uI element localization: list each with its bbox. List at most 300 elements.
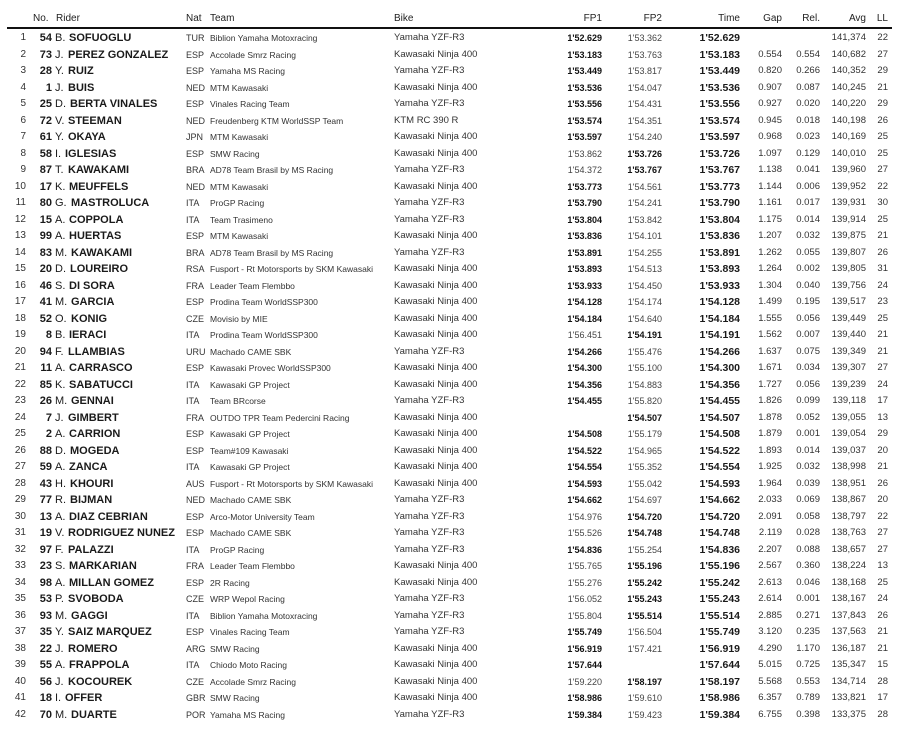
best-time-cell: 1'54.508 bbox=[699, 428, 740, 440]
table-row bbox=[0, 590, 897, 607]
best-time-cell: 1'53.597 bbox=[699, 131, 740, 143]
relative-gap-cell: 0.725 bbox=[796, 659, 820, 670]
rider-name-cell: SOFUOGLU bbox=[69, 32, 132, 44]
rider-name-cell: MASTROLUCA bbox=[71, 197, 150, 209]
rider-initial-cell: J. bbox=[55, 642, 64, 655]
team-cell: Chiodo Moto Racing bbox=[210, 660, 288, 670]
rider-name-cell: COPPOLA bbox=[69, 213, 124, 226]
table-row bbox=[0, 656, 897, 673]
best-time-cell: 1'53.767 bbox=[699, 164, 740, 176]
team-cell: Kawasaki GP Project bbox=[210, 379, 290, 390]
rider-number-cell: 23 bbox=[39, 560, 52, 572]
rider-number-cell: 26 bbox=[39, 395, 52, 407]
rider-number-cell: 35 bbox=[39, 626, 52, 638]
position-cell: 25 bbox=[14, 428, 26, 439]
fp1-time-cell: 1'53.773 bbox=[567, 181, 602, 192]
avg-speed-cell: 141,374 bbox=[831, 32, 866, 43]
team-cell: Prodina Team WorldSSP300 bbox=[210, 330, 318, 340]
table-row bbox=[0, 227, 897, 244]
rider-name-cell: DI SORA bbox=[69, 279, 115, 292]
table-row bbox=[0, 326, 897, 343]
rider-name-cell: GENNAI bbox=[71, 395, 114, 407]
bike-cell: Kawasaki Ninja 400 bbox=[394, 131, 478, 142]
bike-cell: Kawasaki Ninja 400 bbox=[394, 81, 478, 93]
relative-gap-cell: 0.055 bbox=[796, 246, 820, 258]
rider-number-cell: 99 bbox=[39, 230, 52, 242]
bike-cell: Yamaha YZF-R3 bbox=[394, 527, 465, 538]
fp1-time-cell: 1'54.455 bbox=[567, 396, 602, 406]
fp2-time-cell: 1'55.242 bbox=[627, 577, 662, 588]
bike-cell: Yamaha YZF-R3 bbox=[394, 609, 465, 621]
fp1-time-cell: 1'56.052 bbox=[567, 594, 602, 604]
team-cell: 2R Racing bbox=[210, 577, 250, 588]
bike-cell: Yamaha YZF-R3 bbox=[394, 197, 465, 208]
laps-cell: 28 bbox=[877, 675, 888, 687]
nationality-cell: NED bbox=[186, 115, 206, 126]
fp2-time-cell: 1'54.965 bbox=[627, 445, 662, 456]
rider-initial-cell: T. bbox=[55, 164, 64, 176]
relative-gap-cell: 0.088 bbox=[796, 543, 820, 555]
position-cell: 3 bbox=[20, 65, 26, 76]
gap-cell: 1.175 bbox=[758, 213, 782, 225]
fp1-time-cell: 1'55.749 bbox=[567, 627, 602, 637]
rider-name-cell: BUIS bbox=[68, 81, 95, 94]
relative-gap-cell: 0.056 bbox=[796, 378, 820, 390]
team-cell: Accolade Smrz Racing bbox=[210, 676, 296, 687]
header-time: Time bbox=[718, 13, 740, 24]
position-cell: 34 bbox=[14, 576, 26, 588]
nationality-cell: CZE bbox=[186, 594, 204, 604]
rider-number-cell: 43 bbox=[39, 477, 52, 490]
nationality-cell: FRA bbox=[186, 412, 204, 423]
best-time-cell: 1'53.804 bbox=[699, 213, 740, 226]
team-cell: Machado CAME SBK bbox=[210, 495, 292, 505]
table-row bbox=[0, 95, 897, 112]
fp1-time-cell: 1'59.220 bbox=[567, 676, 602, 687]
laps-cell: 15 bbox=[877, 659, 888, 670]
table-row bbox=[0, 458, 897, 475]
laps-cell: 25 bbox=[877, 213, 888, 225]
team-cell: Fusport - Rt Motorsports by SKM Kawasaki bbox=[210, 264, 373, 274]
position-cell: 17 bbox=[14, 296, 26, 307]
nationality-cell: BRA bbox=[186, 165, 205, 175]
best-time-cell: 1'55.243 bbox=[699, 593, 740, 605]
bike-cell: Yamaha YZF-R3 bbox=[394, 246, 465, 258]
rider-number-cell: 25 bbox=[39, 98, 52, 110]
table-row bbox=[0, 425, 897, 442]
avg-speed-cell: 139,307 bbox=[831, 362, 866, 373]
table-row bbox=[0, 277, 897, 294]
avg-speed-cell: 139,952 bbox=[831, 180, 866, 192]
rider-number-cell: 83 bbox=[39, 246, 52, 259]
header-rel: Rel. bbox=[802, 13, 820, 24]
rider-name-cell: KONIG bbox=[71, 312, 108, 325]
rider-number-cell: 59 bbox=[39, 461, 52, 473]
fp2-time-cell: 1'53.767 bbox=[627, 165, 662, 175]
nationality-cell: NED bbox=[186, 495, 206, 505]
team-cell: Vinales Racing Team bbox=[210, 627, 290, 637]
bike-cell: Kawasaki Ninja 400 bbox=[394, 263, 478, 274]
nationality-cell: ESP bbox=[186, 66, 205, 76]
rider-name-cell: GARCIA bbox=[71, 296, 115, 308]
position-cell: 31 bbox=[14, 527, 26, 538]
laps-cell: 26 bbox=[877, 114, 888, 126]
bike-cell: Kawasaki Ninja 400 bbox=[394, 362, 478, 373]
relative-gap-cell: 0.554 bbox=[796, 48, 820, 60]
table-row bbox=[0, 623, 897, 640]
fp2-time-cell: 1'53.842 bbox=[627, 214, 662, 225]
team-cell: Vinales Racing Team bbox=[210, 99, 290, 109]
rider-initial-cell: F. bbox=[55, 543, 64, 556]
best-time-cell: 1'53.536 bbox=[699, 81, 740, 94]
avg-speed-cell: 139,118 bbox=[832, 395, 866, 406]
gap-cell: 1.262 bbox=[758, 246, 782, 258]
nationality-cell: ITA bbox=[186, 660, 200, 670]
gap-cell: 2.613 bbox=[758, 576, 782, 588]
team-cell: SMW Racing bbox=[210, 148, 260, 159]
position-cell: 42 bbox=[14, 708, 26, 720]
best-time-cell: 1'54.300 bbox=[699, 362, 740, 374]
bike-cell: Kawasaki Ninja 400 bbox=[394, 461, 478, 472]
rider-number-cell: 20 bbox=[39, 263, 52, 275]
nationality-cell: ESP bbox=[186, 627, 205, 637]
laps-cell: 21 bbox=[877, 461, 888, 472]
team-cell: Machado CAME SBK bbox=[210, 528, 292, 538]
rider-name-cell: LOUREIRO bbox=[70, 263, 129, 275]
position-cell: 15 bbox=[14, 263, 26, 274]
rider-number-cell: 55 bbox=[39, 659, 52, 671]
rider-initial-cell: M. bbox=[55, 708, 68, 721]
header-bike: Bike bbox=[394, 13, 414, 24]
best-time-cell: 1'53.574 bbox=[699, 114, 740, 127]
gap-cell: 1.138 bbox=[758, 164, 782, 175]
nationality-cell: ITA bbox=[186, 610, 200, 621]
avg-speed-cell: 139,807 bbox=[831, 246, 866, 258]
relative-gap-cell: 0.040 bbox=[796, 279, 820, 291]
nationality-cell: RSA bbox=[186, 264, 205, 274]
rider-number-cell: 46 bbox=[39, 279, 52, 292]
position-cell: 24 bbox=[14, 411, 26, 423]
nationality-cell: FRA bbox=[186, 561, 204, 571]
fp2-time-cell: 1'57.421 bbox=[627, 643, 662, 654]
rider-initial-cell: A. bbox=[55, 428, 66, 440]
laps-cell: 25 bbox=[877, 312, 888, 324]
rider-name-cell: FRAPPOLA bbox=[69, 659, 130, 671]
best-time-cell: 1'54.266 bbox=[699, 345, 740, 358]
rider-number-cell: 88 bbox=[39, 444, 52, 457]
nationality-cell: FRA bbox=[186, 280, 204, 291]
rider-number-cell: 28 bbox=[39, 65, 52, 77]
fp2-time-cell: 1'54.513 bbox=[627, 264, 662, 274]
fp1-time-cell: 1'53.891 bbox=[567, 247, 602, 258]
team-cell: Leader Team Flembbo bbox=[210, 561, 295, 571]
gap-cell: 1.264 bbox=[758, 263, 782, 274]
bike-cell: Kawasaki Ninja 400 bbox=[394, 659, 478, 670]
fp1-time-cell: 1'54.372 bbox=[567, 165, 602, 175]
position-cell: 12 bbox=[14, 213, 26, 225]
laps-cell: 13 bbox=[877, 560, 888, 571]
relative-gap-cell: 0.023 bbox=[796, 131, 820, 142]
gap-cell: 1.925 bbox=[758, 461, 782, 472]
laps-cell: 28 bbox=[877, 708, 888, 720]
rider-name-cell: KOCOUREK bbox=[68, 675, 133, 688]
team-cell: Team#109 Kawasaki bbox=[210, 445, 289, 456]
rider-number-cell: 13 bbox=[39, 510, 52, 523]
best-time-cell: 1'53.891 bbox=[699, 246, 740, 259]
relative-gap-cell: 0.014 bbox=[796, 213, 820, 225]
team-cell: Team Trasimeno bbox=[210, 214, 273, 225]
fp2-time-cell: 1'55.179 bbox=[627, 429, 662, 439]
fp2-time-cell: 1'54.101 bbox=[627, 231, 662, 241]
bike-cell: Kawasaki Ninja 400 bbox=[394, 180, 478, 192]
position-cell: 33 bbox=[14, 560, 26, 571]
laps-cell: 25 bbox=[877, 576, 888, 588]
laps-cell: 27 bbox=[877, 527, 888, 538]
header-no: No. bbox=[33, 13, 49, 24]
rider-initial-cell: A. bbox=[55, 230, 66, 242]
best-time-cell: 1'55.196 bbox=[699, 560, 740, 572]
position-cell: 19 bbox=[14, 329, 26, 340]
gap-cell: 2.091 bbox=[758, 510, 782, 522]
results-table-body bbox=[0, 29, 897, 722]
rider-initial-cell: S. bbox=[55, 279, 66, 292]
bike-cell: Kawasaki Ninja 400 bbox=[394, 279, 478, 291]
table-row bbox=[0, 260, 897, 277]
best-time-cell: 1'52.629 bbox=[699, 32, 740, 44]
rider-initial-cell: O. bbox=[55, 312, 67, 325]
table-row bbox=[0, 392, 897, 409]
rider-number-cell: 41 bbox=[39, 296, 52, 308]
nationality-cell: ITA bbox=[186, 462, 200, 472]
avg-speed-cell: 138,168 bbox=[831, 576, 866, 588]
position-cell: 2 bbox=[20, 48, 26, 60]
table-row bbox=[0, 359, 897, 376]
laps-cell: 27 bbox=[877, 164, 888, 175]
avg-speed-cell: 139,517 bbox=[831, 296, 866, 307]
rider-number-cell: 1 bbox=[45, 81, 52, 94]
nationality-cell: CZE bbox=[186, 313, 204, 324]
bike-cell: Yamaha YZF-R3 bbox=[394, 543, 465, 555]
best-time-cell: 1'54.522 bbox=[699, 444, 740, 457]
best-time-cell: 1'59.384 bbox=[699, 708, 740, 721]
avg-speed-cell: 140,220 bbox=[831, 98, 866, 109]
position-cell: 1 bbox=[20, 32, 26, 43]
position-cell: 21 bbox=[14, 362, 26, 373]
nationality-cell: ESP bbox=[186, 231, 205, 241]
position-cell: 22 bbox=[14, 378, 26, 390]
rider-number-cell: 94 bbox=[39, 345, 52, 358]
laps-cell: 29 bbox=[877, 428, 888, 439]
rider-name-cell: OFFER bbox=[65, 692, 103, 704]
fp1-time-cell: 1'53.790 bbox=[567, 198, 602, 208]
relative-gap-cell: 0.006 bbox=[796, 180, 820, 192]
team-cell: Biblion Yamaha Motoxracing bbox=[210, 33, 318, 43]
nationality-cell: ITA bbox=[186, 544, 200, 555]
rider-name-cell: MARKARIAN bbox=[69, 560, 137, 572]
bike-cell: Yamaha YZF-R3 bbox=[394, 164, 465, 175]
gap-cell: 1.964 bbox=[758, 477, 782, 489]
rider-initial-cell: Y. bbox=[55, 626, 64, 638]
rider-number-cell: 77 bbox=[39, 494, 52, 506]
rider-initial-cell: A. bbox=[55, 659, 66, 671]
bike-cell: Kawasaki Ninja 400 bbox=[394, 576, 478, 588]
fp2-time-cell: 1'59.423 bbox=[627, 709, 662, 720]
relative-gap-cell: 0.020 bbox=[796, 98, 820, 109]
relative-gap-cell: 0.266 bbox=[796, 65, 820, 76]
fp1-time-cell: 1'55.804 bbox=[567, 610, 602, 621]
rider-initial-cell: J. bbox=[55, 675, 64, 688]
fp2-time-cell: 1'55.243 bbox=[627, 594, 662, 604]
header-team: Team bbox=[210, 13, 235, 24]
table-row bbox=[0, 145, 897, 162]
bike-cell: Yamaha YZF-R3 bbox=[394, 213, 465, 225]
avg-speed-cell: 138,951 bbox=[831, 477, 866, 489]
relative-gap-cell: 0.014 bbox=[796, 444, 820, 456]
gap-cell: 6.755 bbox=[758, 708, 782, 720]
rider-number-cell: 53 bbox=[39, 593, 52, 605]
fp1-time-cell: 1'54.300 bbox=[567, 363, 602, 373]
relative-gap-cell: 0.069 bbox=[796, 494, 820, 505]
team-cell: Kawasaki GP Project bbox=[210, 462, 290, 472]
fp2-time-cell: 1'55.100 bbox=[627, 363, 662, 373]
table-row bbox=[0, 508, 897, 525]
rider-name-cell: CARRASCO bbox=[69, 362, 133, 374]
position-cell: 14 bbox=[14, 246, 26, 258]
rider-name-cell: ZANCA bbox=[69, 461, 108, 473]
relative-gap-cell: 0.034 bbox=[796, 362, 820, 373]
table-row bbox=[0, 112, 897, 129]
team-cell: Leader Team Flembbo bbox=[210, 280, 295, 291]
nationality-cell: POR bbox=[186, 709, 206, 720]
gap-cell: 1.637 bbox=[758, 345, 782, 357]
position-cell: 30 bbox=[14, 510, 26, 522]
position-cell: 35 bbox=[14, 593, 26, 604]
laps-cell: 25 bbox=[877, 131, 888, 142]
rider-initial-cell: D. bbox=[55, 263, 66, 275]
rider-number-cell: 18 bbox=[39, 692, 52, 704]
relative-gap-cell: 0.398 bbox=[796, 708, 820, 720]
laps-cell: 24 bbox=[877, 279, 888, 291]
best-time-cell: 1'58.197 bbox=[699, 675, 740, 688]
table-row bbox=[0, 244, 897, 261]
team-cell: Fusport - Rt Motorsports by SKM Kawasaki bbox=[210, 478, 373, 489]
position-cell: 8 bbox=[20, 147, 26, 159]
laps-cell: 20 bbox=[877, 494, 888, 505]
rider-initial-cell: M. bbox=[55, 296, 68, 308]
rider-initial-cell: A. bbox=[55, 461, 66, 473]
relative-gap-cell: 0.039 bbox=[796, 477, 820, 489]
bike-cell: Kawasaki Ninja 400 bbox=[394, 378, 478, 390]
gap-cell: 1.879 bbox=[758, 428, 782, 439]
table-row bbox=[0, 29, 897, 46]
laps-cell: 22 bbox=[877, 510, 888, 522]
rider-name-cell: IGLESIAS bbox=[65, 147, 117, 160]
best-time-cell: 1'53.726 bbox=[699, 147, 740, 160]
table-row bbox=[0, 574, 897, 591]
gap-cell: 1.161 bbox=[758, 197, 782, 208]
table-row bbox=[0, 541, 897, 558]
team-cell: ProGP Racing bbox=[210, 544, 265, 555]
rider-number-cell: 93 bbox=[39, 609, 52, 622]
gap-cell: 1.555 bbox=[758, 312, 782, 324]
best-time-cell: 1'53.449 bbox=[699, 65, 740, 77]
relative-gap-cell: 0.052 bbox=[796, 411, 820, 423]
avg-speed-cell: 140,352 bbox=[831, 65, 866, 76]
nationality-cell: ESP bbox=[186, 363, 205, 373]
relative-gap-cell: 0.129 bbox=[796, 147, 820, 159]
avg-speed-cell: 138,657 bbox=[831, 543, 866, 555]
fp1-time-cell: 1'55.276 bbox=[567, 577, 602, 588]
rider-name-cell: KAWAKAMI bbox=[68, 164, 130, 176]
nationality-cell: ITA bbox=[186, 198, 200, 208]
gap-cell: 0.907 bbox=[758, 81, 782, 93]
team-cell: SMW Racing bbox=[210, 693, 260, 703]
avg-speed-cell: 140,169 bbox=[831, 131, 866, 142]
rider-name-cell: SABATUCCI bbox=[69, 378, 133, 391]
best-time-cell: 1'54.554 bbox=[699, 461, 740, 473]
fp2-time-cell: 1'54.748 bbox=[627, 528, 662, 538]
best-time-cell: 1'54.593 bbox=[699, 477, 740, 490]
team-cell: Prodina Team WorldSSP300 bbox=[210, 297, 318, 307]
nationality-cell: ARG bbox=[186, 643, 206, 654]
rider-initial-cell: G. bbox=[55, 197, 67, 209]
gap-cell: 2.033 bbox=[758, 494, 782, 505]
rider-initial-cell: A. bbox=[55, 576, 66, 589]
nationality-cell: ITA bbox=[186, 214, 200, 225]
position-cell: 6 bbox=[20, 114, 26, 126]
laps-cell: 13 bbox=[877, 411, 888, 423]
bike-cell: Kawasaki Ninja 400 bbox=[394, 411, 478, 423]
rider-name-cell: MOGEDA bbox=[70, 444, 120, 457]
fp2-time-cell: 1'54.720 bbox=[627, 511, 662, 522]
bike-cell: Yamaha YZF-R3 bbox=[394, 32, 465, 43]
bike-cell: Kawasaki Ninja 400 bbox=[394, 692, 478, 703]
avg-speed-cell: 136,187 bbox=[831, 642, 866, 654]
avg-speed-cell: 139,440 bbox=[831, 329, 866, 340]
best-time-cell: 1'58.986 bbox=[699, 692, 740, 704]
best-time-cell: 1'53.836 bbox=[699, 230, 740, 242]
fp2-time-cell: 1'55.476 bbox=[627, 346, 662, 357]
best-time-cell: 1'53.933 bbox=[699, 279, 740, 292]
fp2-time-cell: 1'54.191 bbox=[627, 330, 662, 340]
bike-cell: Yamaha YZF-R3 bbox=[394, 510, 465, 522]
fp2-time-cell: 1'54.255 bbox=[627, 247, 662, 258]
laps-cell: 24 bbox=[877, 593, 888, 604]
nationality-cell: BRA bbox=[186, 247, 205, 258]
gap-cell: 0.945 bbox=[758, 114, 782, 126]
bike-cell: Kawasaki Ninja 400 bbox=[394, 560, 478, 571]
rider-initial-cell: B. bbox=[55, 329, 66, 341]
fp1-time-cell: 1'57.644 bbox=[567, 660, 602, 670]
rider-number-cell: 98 bbox=[39, 576, 52, 589]
avg-speed-cell: 138,224 bbox=[831, 560, 866, 571]
avg-speed-cell: 140,198 bbox=[831, 114, 866, 126]
avg-speed-cell: 139,756 bbox=[831, 279, 866, 291]
relative-gap-cell: 0.195 bbox=[796, 296, 820, 307]
position-cell: 18 bbox=[14, 312, 26, 324]
table-row bbox=[0, 607, 897, 624]
rider-number-cell: 11 bbox=[40, 362, 52, 374]
fp1-time-cell: 1'53.556 bbox=[567, 99, 602, 109]
fp1-time-cell: 1'54.593 bbox=[567, 478, 602, 489]
laps-cell: 21 bbox=[877, 230, 888, 241]
table-row bbox=[0, 310, 897, 327]
laps-cell: 26 bbox=[877, 246, 888, 258]
table-row bbox=[0, 128, 897, 145]
rider-name-cell: DUARTE bbox=[71, 708, 117, 721]
fp1-time-cell: 1'54.356 bbox=[567, 379, 602, 390]
fp2-time-cell: 1'55.042 bbox=[627, 478, 662, 489]
